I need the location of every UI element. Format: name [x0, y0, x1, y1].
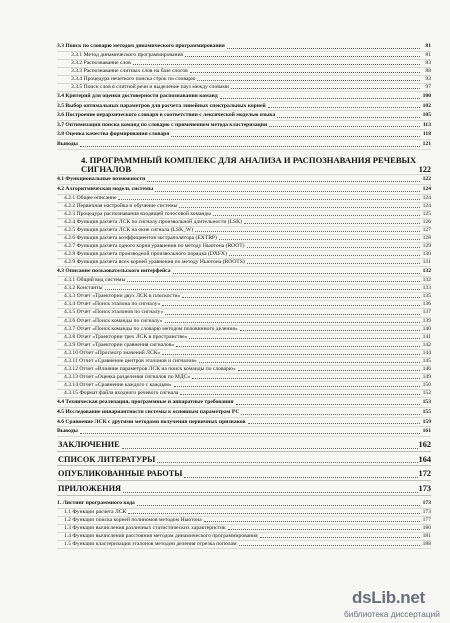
toc-entry-page: 113: [422, 121, 431, 128]
toc-entry-page: 181: [422, 532, 431, 539]
toc-entry: [57, 484, 431, 496]
toc-entry-page: 124: [422, 202, 431, 209]
toc-entry: [57, 259, 431, 267]
toc-entry-title: 3.6 Построение иерархического словаря в соответствии с лексической моделью языка: [57, 112, 276, 119]
toc-entry-page: 159: [422, 418, 431, 425]
toc-entry: [57, 219, 431, 227]
toc-entry-title: 4.3.10 Отчет «Просмотр значений ЛСК»: [64, 349, 161, 356]
toc-entry-title: 4.3.8 Отчет «Траектории трех ЛСК в пространстве»: [64, 333, 188, 340]
toc-entry: [57, 517, 431, 525]
toc-entry-title: 3.3.4 Процедура нечеткого поиска строк по словарю: [71, 75, 196, 82]
toc-entry-title: 4.3.2 Константы: [64, 285, 103, 292]
toc-entry-page: 130: [422, 251, 431, 258]
toc-entry-page: 133: [422, 285, 431, 292]
toc-entry-page: 162: [418, 439, 431, 449]
toc-entry-title: 4.3.1 Общий вид системы: [64, 277, 126, 284]
toc-dot-leader: [231, 88, 420, 89]
toc-entry-title: 1. Листинг программного кода: [57, 500, 135, 507]
toc-entry: [57, 358, 431, 366]
toc-entry-title: 4.2.2 Первичная настройка и обучение системы: [64, 202, 178, 209]
toc-entry-title: ПРИЛОЖЕНИЯ: [58, 484, 122, 494]
toc-entry-page: 145: [422, 358, 431, 364]
table-of-contents: [57, 42, 431, 549]
toc-entry: [57, 366, 431, 374]
toc-dot-leader: [128, 513, 420, 514]
watermark-subtitle: библиотека диссертаций: [344, 609, 440, 619]
toc-dot-leader: [192, 378, 420, 379]
toc-dot-leader: [171, 136, 420, 137]
toc-dot-leader: [118, 199, 420, 200]
toc-entry-title: 4.2.9 Функция расчета всех корней уравнения по методу Ньютона (ROOTS): [64, 259, 245, 266]
toc-dot-leader: [277, 117, 420, 118]
toc-dot-leader: [182, 297, 420, 298]
toc-entry-page: 126: [422, 218, 431, 225]
toc-dot-leader: [190, 72, 420, 73]
toc-dot-leader: [165, 322, 420, 323]
toc-entry: [57, 408, 431, 418]
toc-entry-title: Выводы: [57, 141, 78, 148]
toc-entry-title: 4.3.5 Отчет «Поиск эталонов по сигналу»: [64, 309, 164, 316]
toc-dot-leader: [80, 146, 420, 147]
toc-entry-title: 4.2.3 Процедура распознавания входящей голосовой команды: [64, 210, 212, 217]
toc-entry: [57, 318, 431, 326]
toc-dot-leader: [189, 338, 420, 339]
toc-entry: [57, 235, 431, 243]
toc-entry-title: СПИСОК ЛИТЕРАТУРЫ: [58, 454, 156, 464]
toc-entry-title: 4.3.11 Отчет «Сравнение центров эталонов и сигналов»: [64, 358, 197, 364]
toc-entry-page: 118: [422, 131, 431, 138]
toc-entry: [57, 301, 431, 309]
toc-entry-page: 173: [418, 484, 431, 494]
toc-dot-leader: [219, 239, 420, 240]
toc-entry-page: 124: [422, 194, 431, 201]
toc-entry-page: 97: [425, 83, 431, 90]
toc-dot-leader: [228, 529, 420, 530]
toc-dot-leader: [123, 492, 418, 493]
toc-entry-title: 4.3.9 Отчет «Траектории сравнения сигналов»: [64, 341, 175, 348]
toc-entry: [57, 541, 431, 549]
toc-entry-page: 88: [425, 67, 431, 74]
toc-entry: [57, 195, 431, 203]
toc-entry: [57, 267, 431, 277]
toc-entry: [57, 293, 431, 301]
toc-dot-leader: [220, 98, 420, 99]
toc-dot-leader: [244, 223, 420, 224]
toc-entry: [57, 455, 431, 467]
toc-dot-leader: [122, 448, 418, 449]
toc-entry: [57, 121, 431, 131]
toc-entry-page: 93: [425, 75, 431, 82]
toc-dot-leader: [199, 362, 420, 363]
toc-entry: [57, 251, 431, 259]
toc-entry-title: 4.2.1 Общее описание: [64, 194, 117, 201]
toc-entry-page: 125: [422, 210, 431, 217]
toc-entry-title: 4.6 Сравнение ЛСК с другими методами получения первичных признаков: [57, 418, 246, 425]
toc-dot-leader: [268, 107, 420, 108]
toc-entry: [57, 350, 431, 358]
toc-entry: [57, 227, 431, 235]
toc-entry: [57, 509, 431, 517]
toc-entry: [57, 469, 431, 481]
toc-entry-title: Выводы: [57, 428, 78, 435]
toc-entry-title: 4.2.6 Функция расчета коэффициентов экстраполятора (EXTRP): [64, 235, 217, 242]
toc-dot-leader: [197, 80, 420, 81]
toc-entry: [57, 175, 431, 185]
toc-entry: [57, 374, 431, 382]
toc-entry-page: 144: [422, 349, 431, 356]
toc-entry: [57, 427, 431, 437]
toc-entry: [57, 102, 431, 112]
toc-entry-page: 152: [422, 390, 431, 397]
toc-entry-page: 188: [422, 541, 431, 547]
toc-entry-page: 146: [422, 366, 431, 373]
toc-entry-page: 127: [422, 227, 431, 233]
toc-entry: [57, 418, 431, 428]
toc-entry-title: 4.2.5 Функция расчета ЛСК на окне сигнала (LSK_W): [64, 227, 194, 233]
toc-dot-leader: [174, 386, 420, 387]
toc-entry-page: 137: [422, 309, 431, 316]
toc-entry-title: 4.2 Алгоритмическая модель системы: [57, 186, 154, 193]
toc-entry-page: 132: [422, 277, 431, 284]
toc-entry: [57, 499, 431, 509]
toc-dot-leader: [155, 191, 420, 192]
toc-entry: [57, 440, 431, 452]
toc-entry: [57, 76, 431, 84]
toc-dot-leader: [260, 537, 420, 538]
toc-entry-page: 105: [422, 112, 431, 119]
toc-entry-title: 4.3.13 Отчет «Оценка разделения сигналов по МДС»: [64, 374, 191, 381]
toc-entry-page: 180: [422, 524, 431, 531]
watermark-logo: dsLib.net: [352, 588, 425, 607]
toc-entry-page: 136: [422, 301, 431, 308]
toc-entry-page: 102: [422, 102, 431, 109]
toc-entry-page: 132: [422, 268, 431, 275]
toc-entry-title: 1.3 Функции вычисления различных статистических характеристик: [64, 524, 226, 531]
toc-entry: [57, 84, 431, 92]
toc-entry-page: 150: [422, 382, 431, 389]
toc-entry-title: 4.3.15 Формат файла входного речевого сигнала: [64, 390, 179, 397]
toc-dot-leader: [137, 505, 420, 506]
toc-entry: [57, 334, 431, 342]
toc-entry-page: 121: [422, 141, 431, 148]
toc-entry-page: 100: [422, 93, 431, 100]
toc-entry-title: 1.5 Функции кластеризации эталонов методом деления отрезка пополам: [64, 541, 237, 547]
toc-entry-page: 124: [422, 186, 431, 193]
toc-entry: [57, 60, 431, 68]
toc-dot-leader: [195, 231, 420, 232]
toc-entry: [57, 277, 431, 285]
toc-entry-page: 140: [422, 325, 431, 332]
toc-entry-title: 3.5 Выбор оптимальных параметров для расчета линейных спектральных корней: [57, 102, 266, 109]
toc-entry-title: 4.3.4 Отчет «Поиск эталона по сигналу»: [64, 301, 161, 308]
toc-entry-title: 4.3 Описание пользовательского интерфейса: [57, 268, 171, 275]
toc-dot-leader: [185, 56, 420, 57]
toc-entry-title: 3.3.3 Распознавание слитных слов на базе слогов: [71, 67, 188, 74]
toc-entry: [57, 185, 431, 195]
toc-entry: [57, 211, 431, 219]
toc-entry: [57, 309, 431, 317]
toc-entry-title: 4.3.7 Отчет «Поиск команды по словарю методом половинного деления»: [64, 325, 238, 332]
toc-dot-leader: [105, 289, 420, 290]
toc-entry-page: 83: [425, 59, 431, 66]
toc-entry: [57, 140, 431, 150]
toc-dot-leader: [229, 255, 420, 256]
toc-chapter-heading: [57, 156, 431, 176]
toc-dot-leader: [240, 330, 420, 331]
toc-entry-title: 3.8 Оценка качества формирования словаря: [57, 131, 170, 138]
toc-entry-title: 4.3.3 Отчет «Траектории двух ЛСК в плоскости»: [64, 293, 181, 300]
toc-dot-leader: [248, 423, 421, 424]
toc-entry-page: 122: [418, 165, 431, 175]
toc-dot-leader: [247, 263, 420, 264]
toc-dot-leader: [236, 404, 420, 405]
toc-entry: [57, 203, 431, 211]
toc-dot-leader: [179, 207, 420, 208]
toc-entry: [57, 92, 431, 102]
toc-dot-leader: [269, 126, 420, 127]
toc-entry-title: 1.1 Функции расчета ЛСК: [64, 508, 127, 515]
toc-entry-title: 3.4 Критерий для оценки достоверности распознавания команд: [57, 93, 218, 100]
toc-entry-title: 4.3.14 Отчет «Сравнение каждого с каждым»: [64, 382, 172, 389]
toc-entry-page: 173: [422, 508, 431, 515]
toc-entry-page: 131: [422, 259, 431, 266]
toc-dot-leader: [157, 462, 417, 463]
toc-entry: [57, 42, 431, 52]
toc-entry: [57, 382, 431, 390]
toc-entry-title: 4.3.12 Отчет «Влияние параметров ЛСК на поиск команды по словарю»: [64, 366, 236, 373]
toc-entry: [57, 398, 431, 408]
toc-entry-page: 141: [422, 333, 431, 340]
toc-entry-page: 161: [422, 428, 431, 435]
toc-entry-title: 4.4 Техническая реализация, программные и аппаратные требования: [57, 399, 234, 406]
toc-entry-title: 3.3.2 Распознавание слов: [71, 59, 131, 66]
toc-entry: [57, 285, 431, 293]
toc-entry-page: 139: [422, 317, 431, 324]
toc-entry-page: 153: [422, 399, 431, 406]
toc-entry: [57, 390, 431, 398]
toc-entry-title: 4.2.7 Функция расчета одного корня уравнения по методу Ньютона (ROOT): [64, 243, 245, 250]
toc-dot-leader: [238, 370, 420, 371]
toc-dot-leader: [247, 247, 420, 248]
toc-dot-leader: [147, 181, 420, 182]
toc-dot-leader: [227, 48, 420, 49]
toc-entry-page: 173: [422, 500, 431, 507]
toc-dot-leader: [165, 314, 420, 315]
toc-entry-page: 142: [422, 341, 431, 348]
toc-entry-page: 149: [422, 374, 431, 381]
toc-entry-title: 1.4 Функции вычисления расстояния методом динамического программирования: [64, 532, 258, 539]
toc-dot-leader: [133, 64, 420, 65]
toc-entry-page: 172: [418, 469, 431, 479]
toc-entry: [57, 525, 431, 533]
toc-entry-page: 135: [422, 293, 431, 300]
toc-entry-title: 4.5 Исследование инвариантности системы к основным параметрам РС: [57, 409, 240, 416]
toc-entry: [57, 68, 431, 76]
toc-entry-title: 4.3.6 Отчет «Поиск команды по сигналу»: [64, 317, 163, 324]
toc-entry-page: 122: [422, 176, 431, 183]
toc-dot-leader: [162, 354, 420, 355]
toc-dot-leader: [176, 346, 420, 347]
toc-entry: [57, 326, 431, 334]
toc-entry-title: 3.3.5 Поиск слов в слитной речи и выделение пауз между словами: [71, 83, 229, 90]
toc-entry: [57, 52, 431, 60]
toc-entry: [57, 111, 431, 121]
toc-entry: [57, 243, 431, 251]
toc-entry-page: 81: [425, 43, 431, 49]
toc-entry-title: ОПУБЛИКОВАННЫЕ РАБОТЫ: [58, 469, 183, 479]
toc-dot-leader: [162, 305, 420, 306]
toc-dot-leader: [213, 215, 420, 216]
toc-entry-page: 164: [418, 454, 431, 464]
toc-dot-leader: [80, 433, 420, 434]
toc-entry-title: ЗАКЛЮЧЕНИЕ: [58, 439, 120, 449]
toc-entry-page: 128: [422, 235, 431, 242]
toc-entry-title: 4.2.8 Функция расчета производной произвольного порядка (DXFX): [64, 251, 227, 258]
toc-entry-title: 3.7 Оптимизация поиска команд по словарю с применением метода кластеризации: [57, 121, 268, 128]
toc-dot-leader: [127, 281, 420, 282]
watermark: [344, 588, 448, 622]
toc-entry-title: 1.2 Функции поиска корней полиномов методом Ньютона: [64, 516, 202, 523]
toc-entry-page: 129: [422, 243, 431, 250]
toc-entry-page: 81: [425, 51, 431, 58]
toc-dot-leader: [173, 273, 420, 274]
toc-dot-leader: [180, 394, 420, 395]
toc-entry: [57, 533, 431, 541]
toc-entry-title: 4.1 Функциональные возможности: [57, 176, 146, 183]
toc-entry: [57, 342, 431, 350]
toc-entry-title: 4.2.4 Функция расчета ЛСК по сигналу произвольной длительности (LSK): [64, 218, 243, 225]
toc-entry-title: 3.3 Поиск по словарю методом динамического программирования: [57, 43, 225, 49]
toc-entry-page: 155: [422, 409, 431, 416]
toc-entry-title: 4. ПРОГРАММНЫЙ КОМПЛЕКС ДЛЯ АНАЛИЗА И РАСПОЗНАВАНИЯ РЕЧЕВЫХ СИГНАЛОВ: [81, 154, 417, 175]
toc-entry-title: 3.3.1 Метод динамического программирования: [71, 51, 184, 58]
toc-entry: [57, 130, 431, 140]
toc-dot-leader: [241, 414, 420, 415]
toc-dot-leader: [204, 521, 420, 522]
toc-dot-leader: [184, 477, 417, 478]
toc-entry-page: 177: [422, 516, 431, 523]
toc-dot-leader: [239, 545, 420, 546]
